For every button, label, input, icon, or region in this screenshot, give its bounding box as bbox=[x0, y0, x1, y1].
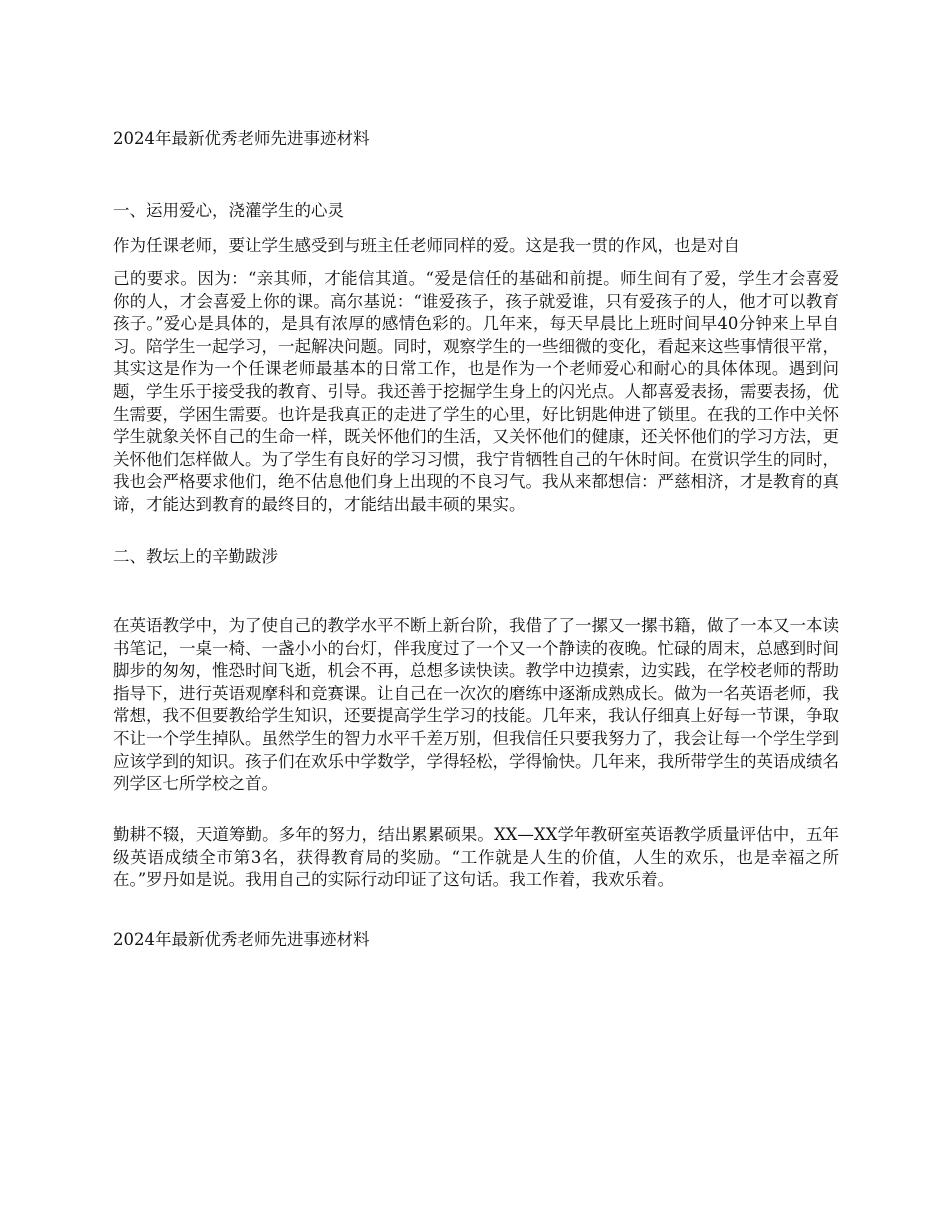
section1-first-line: 作为任课老师，要让学生感受到与班主任老师同样的爱。这是我一贯的作风，也是对自 bbox=[113, 236, 740, 255]
section2-paragraph-1: 在英语教学中，为了使自己的教学水平不断上新台阶，我借了了一摞又一摞书籍，做了一本又一本读书笔记，一桌一椅、一盏小小的台灯，伴我度过了一个又一个静读的夜晚。忙碌的周末，总感到时间脚步的匆匆，惟恐时间飞逝，机会不再，总想多读快读。教学中边摸索，边实践，在学校老师的帮助指导下，进行英语观摩科和竞赛课。让自己在一次次的磨练中逐渐成熟成长。做为一名英语老师，我常想，我不但要教给学生知识，还要提高学生学习的技能。几年来，我认仔细真上好每一节课，争取不让一个学生掉队。虽然学生的智力水平千差万别，但我信任只要我努力了，我会让每一个学生学到应该学到的知识。孩子们在欢乐中学数学，学得轻松，学得愉快。几年来，我所带学生的英语成绩名列学区七所学校之首。 bbox=[113, 616, 839, 794]
document-title: 2024年最新优秀老师先进事迹材料 bbox=[113, 129, 370, 148]
footer-title: 2024年最新优秀老师先进事迹材料 bbox=[113, 930, 370, 949]
section-heading-teaching: 二、教坛上的辛勤跋涉 bbox=[113, 547, 278, 566]
section2-paragraph-2: 勤耕不辍，天道筹勤。多年的努力，结出累累硕果。XX—XX学年教研室英语教学质量评估中，五年级英语成绩全市第3名，获得教育局的奖励。“工作就是人生的价值，人生的欢乐，也是幸福之所在。”罗丹如是说。我用自己的实际行动印证了这句话。我工作着，我欢乐着。 bbox=[113, 825, 839, 890]
section1-paragraph: 己的要求。因为：“亲其师，才能信其道。“爱是信任的基础和前提。师生间有了爱，学生才会喜爱你的人，才会喜爱上你的课。高尔基说：“谁爱孩子，孩子就爱谁，只有爱孩子的人，他才可以教育孩子。”爱心是具体的，是具有浓厚的感情色彩的。几年来，每天早晨比上班时间早40分钟来上早自习。陪学生一起学习，一起解决问题。同时，观察学生的一些细微的变化，看起来这些事情很平常，其实这是作为一个任课老师最基本的日常工作，也是作为一个老师爱心和耐心的具体体现。遇到问题，学生乐于接受我的教育、引导。我还善于挖掘学生身上的闪光点。人都喜爱表扬，需要表扬，优生需要，学困生需要。也许是我真正的走进了学生的心里，好比钥匙伸进了锁里。在我的工作中关怀学生就象关怀自己的生命一样，既关怀他们的生活，又关怀他们的健康，还关怀他们的学习方法，更关怀他们怎样做人。为了学生有良好的学习习惯，我宁肯牺牲自己的午休时间。在赏识学生的同时，我也会严格要求他们，绝不估息他们身上出现的不良习气。我从来都想信：严慈相济，才是教育的真谛，才能达到教育的最终目的，才能结出最丰硕的果实。 bbox=[113, 269, 839, 514]
section-heading-love: 一、运用爱心，浇灌学生的心灵 bbox=[113, 201, 344, 220]
